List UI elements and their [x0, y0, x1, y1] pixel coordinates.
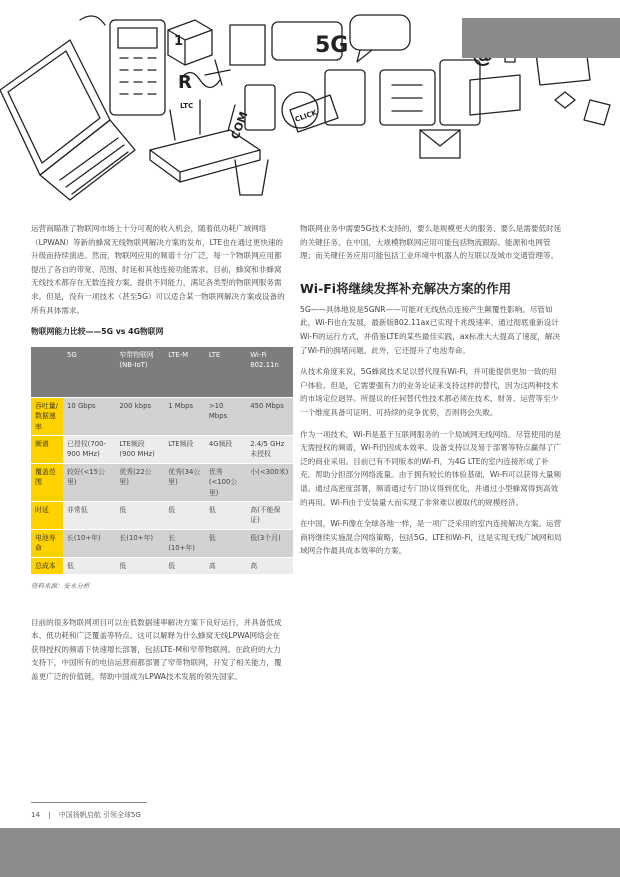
table-cell: 200 kbps	[115, 398, 164, 436]
table-cell: 非常低	[63, 502, 115, 530]
row-header: 电池寿命	[31, 530, 63, 558]
table-cell: 低	[205, 530, 246, 558]
table-cell: 4G频段	[205, 436, 246, 464]
table-title: 物联网能力比较——5G vs 4G物联网	[31, 327, 164, 337]
row-header: 总成本	[31, 558, 63, 575]
table-cell: LTE频段(900 MHz)	[115, 436, 164, 464]
footer-text: 中国扬帆启航 引领全球5G	[58, 811, 141, 819]
header-tab	[462, 18, 620, 58]
table-cell: 小(<300米)	[246, 464, 293, 502]
comparison-table	[31, 347, 293, 575]
table-cell: 低	[115, 558, 164, 575]
right-paragraph-2: 5G——具体地说是5GNR——可能对无线热点连接产生颠覆性影响。尽管如此，Wi-Fi也在发展，最新版802.11ax已实现千兆级速率。通过彻底重新设计Wi-Fi的运行方式，并借鉴LTE的某些最佳实践，ax标准大大提高了速度，解决了Wi-Fi的拥堵问题。此外，它还提升了电池寿命。	[300, 304, 561, 355]
table-cell: 低(3个月)	[246, 530, 293, 558]
row-header: 频谱	[31, 436, 63, 464]
row-header: 覆盖范围	[31, 464, 63, 502]
table-row	[31, 436, 293, 464]
row-header: 时延	[31, 502, 63, 530]
table-row	[31, 558, 293, 575]
doodle-text-r: R	[178, 72, 192, 93]
doodle-text-com: COM	[228, 109, 251, 142]
table-cell: 高	[205, 558, 246, 575]
table-header-cell: 5G	[63, 347, 115, 398]
doodle-text-5g: 5G	[315, 33, 349, 58]
table-cell: 优秀(34公里)	[164, 464, 205, 502]
doodle-text-1: 1	[174, 34, 184, 49]
table-source: 资料来源：安永分析	[31, 582, 90, 591]
table-cell: 长(10+年)	[115, 530, 164, 558]
table-cell: 优秀(22公里)	[115, 464, 164, 502]
page-number: 14	[31, 811, 40, 819]
table-row	[31, 502, 293, 530]
table-cell: 10 Gbps	[63, 398, 115, 436]
table-header-cell: LTE	[205, 347, 246, 398]
table-cell: 优秀(<100公里)	[205, 464, 246, 502]
table-cell: 450 Mbps	[246, 398, 293, 436]
doodle-text-click: CLICK	[293, 108, 319, 124]
left-column	[31, 222, 289, 692]
footer-separator: |	[48, 811, 51, 819]
table-cell: 低	[164, 502, 205, 530]
footer-divider	[31, 802, 147, 803]
table-header-cell: Wi-Fi 802.11n	[246, 347, 293, 398]
footer	[31, 810, 141, 820]
table-cell: 1 Mbps	[164, 398, 205, 436]
table-cell: LTE频段	[164, 436, 205, 464]
table-header-row	[31, 347, 293, 398]
table-cell: 较好(<15公里)	[63, 464, 115, 502]
table-row	[31, 398, 293, 436]
table-cell: 2.4/5 GHz未授权	[246, 436, 293, 464]
table-cell: 长(10+年)	[164, 530, 205, 558]
row-header: 吞吐量/数据速率	[31, 398, 63, 436]
right-paragraph-1: 物联网业务中需要5G技术支持的，要么是规模更大的服务、要么是需要低时延的关键任务。在中国，大规模物联网应用可能包括物流跟踪、能源和电网管理；而关键任务应用可能包括工业环境中机器人的互联以及城市交通管理等。	[300, 224, 562, 261]
doodle-text-ltc: LTC	[180, 102, 194, 110]
right-paragraph-4: 作为一项技术，Wi-Fi是基于互联网服务的一个局域网无线网络。尽管使用的是无需授权的频谱，Wi-Fi仍因成本效率、设备支持以及易于部署等特点赢得了广泛的商业采用。目前已有不同版本的Wi-Fi，为4G LTE的室内连接形成了补充，帮助分担部分网络流量。由于拥有较长的体验基础，Wi-Fi可以获得大量频谱。通过高密度部署，频谱通过专门协议得到优化，并通过小型蜂窝得到高效的再用。Wi-Fi由于安装量大而实现了非常难以被取代的规模经济。	[300, 429, 562, 507]
table-cell: 已授权(700-900 MHz)	[63, 436, 115, 464]
table-cell: 高(不能保证)	[246, 502, 293, 530]
table-cell: 长(10+年)	[63, 530, 115, 558]
right-paragraph-3: 从技术角度来说，5G蜂窝技术足以替代现有Wi-Fi，并可能提供更加一致的用户体验。但是，它需要强有力的业务论证来支持这样的替代，因为这两种技术的市场定位迥异。所提议的任何替代性技术都必须在技术、财务、运营等至少一个维度具备可证明、可持续的竞争优势，否则将会失败。	[300, 367, 559, 417]
right-column	[300, 222, 562, 566]
right-paragraph-5: 在中国，Wi-Fi像在全球各地一样，是一项广泛采用的室内连接解决方案。运营商将继续实施混合网络策略，包括5G、LTE和Wi-Fi，这是实现无线广域网和局域网合作最具成本效率的方案。	[300, 519, 562, 556]
table-row	[31, 464, 293, 502]
table-header-cell: LTE-M	[164, 347, 205, 398]
table-cell: 低	[205, 502, 246, 530]
table-header-corner	[31, 347, 63, 398]
table-row	[31, 530, 293, 558]
left-paragraph-1: 运营商瞄准了物联网市场上十分可观的收入机会，随着低功耗广域网络（LPWAN）等新的蜂窝无线物联网解决方案的发布，LTE也在通过更快速的升级而持续演进。然而，物联网应用的频谱十分广泛，每一个物联网应用都提出了各自的带宽、范围、时延和其他连接功能需求。目前，蜂窝和非蜂窝无线技术都存在无数连接方案，提供不同能力，满足各类型的物联网服务需求。但是，没有一项技术（甚至5G）可以适合某一物联网解决方案或设备的所有具体需求。	[31, 224, 285, 315]
table-cell: 高	[246, 558, 293, 575]
table-cell: 低	[115, 502, 164, 530]
table-cell: >10 Mbps	[205, 398, 246, 436]
section-title: Wi-Fi将继续发挥补充解决方案的作用	[300, 280, 512, 296]
table-cell: 低	[164, 558, 205, 575]
table-cell: 低	[63, 558, 115, 575]
bottom-bar	[0, 828, 620, 877]
left-paragraph-2: 目前的很多物联网项目可以在低数据速率解决方案下良好运行，并具备低成本、低功耗和广泛覆盖等特点。这可以解释为什么蜂窝无线LPWA网络会在获得授权的频谱下快速增长部署，包括LTE-M和窄带物联网。在政府的大力支持下，中国所有的电信运营商都部署了窄带物联网，开发了相关能力，覆盖更广泛的价值链，帮助中国成为LPWA技术发展的领先国家。	[31, 617, 282, 681]
table-header-cell: 窄带物联网(NB-IoT)	[115, 347, 164, 398]
